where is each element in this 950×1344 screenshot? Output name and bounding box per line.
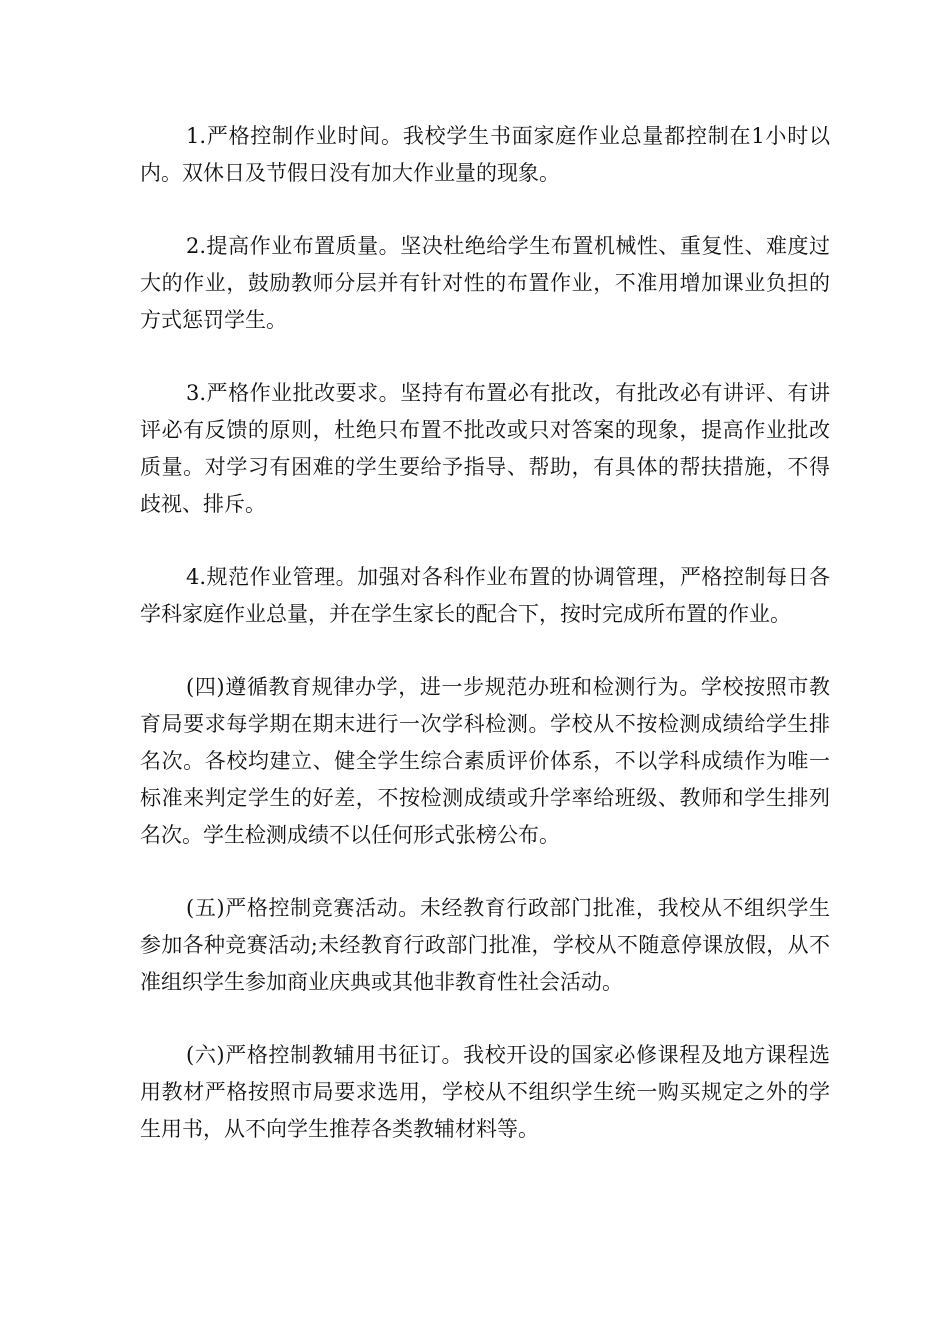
document-page	[140, 118, 830, 1184]
paragraph-homework-time: 1.严格控制作业时间。我校学生书面家庭作业总量都控制在1小时以内。双休日及节假日没有加大作业量的现象。	[140, 124, 830, 185]
paragraph-homework-grading: 3.严格作业批改要求。坚持有布置必有批改，有批改必有讲评、有讲评必有反馈的原则，杜绝只布置不批改或只对答案的现象，提高作业批改质量。对学习有困难的学生要给予指导、帮助，有具体的帮扶措施，不得歧视、排斥。	[140, 381, 830, 516]
paragraph-section-six: (六)严格控制教辅用书征订。我校开设的国家必修课程及地方课程选用教材严格按照市局要求选用，学校从不组织学生统一购买规定之外的学生用书，从不向学生推荐各类教辅材料等。	[140, 1043, 830, 1141]
paragraph-section-four: (四)遵循教育规律办学，进一步规范办班和检测行为。学校按照市教育局要求每学期在期末进行一次学科检测。学校从不按检测成绩给学生排名次。各校均建立、健全学生综合素质评价体系，不以学科成绩作为唯一标准来判定学生的好差，不按检测成绩或升学率给班级、教师和学生排列名次。学生检测成绩不以任何形式张榜公布。	[140, 675, 830, 847]
paragraph-homework-management: 4.规范作业管理。加强对各科作业布置的协调管理，严格控制每日各学科家庭作业总量，并在学生家长的配合下，按时完成所布置的作业。	[140, 565, 830, 626]
paragraph-homework-quality: 2.提高作业布置质量。坚决杜绝给学生布置机械性、重复性、难度过大的作业，鼓励教师分层并有针对性的布置作业，不准用增加课业负担的方式惩罚学生。	[140, 234, 830, 332]
paragraph-section-five: (五)严格控制竞赛活动。未经教育行政部门批准，我校从不组织学生参加各种竞赛活动;未经教育行政部门批准，学校从不随意停课放假，从不准组织学生参加商业庆典或其他非教育性社会活动。	[140, 896, 830, 994]
